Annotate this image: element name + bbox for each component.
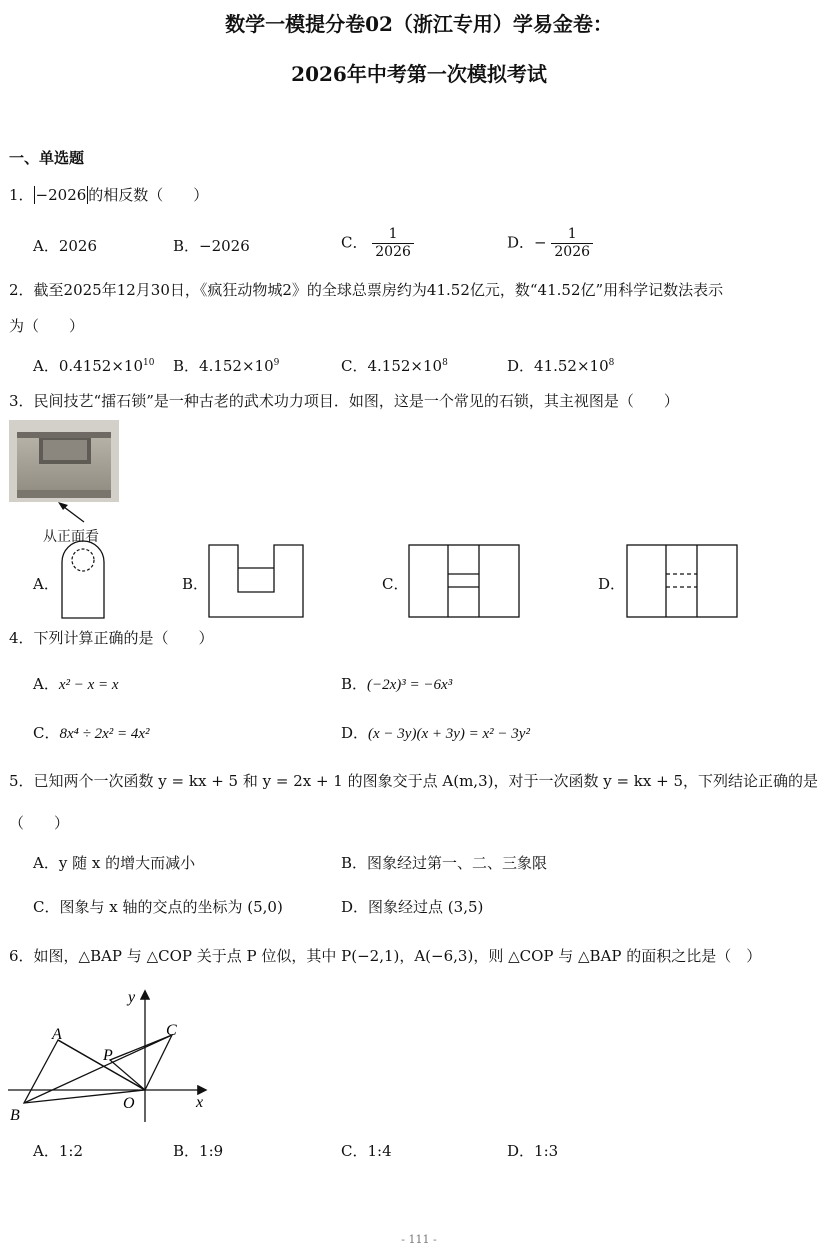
photo-caption: 从正面看 [43,529,99,545]
q2-option-c[interactable]: C．$4.152\times 10^8$ [341,357,448,375]
question-3: 3．民间技艺“擂石锁”是一种古老的武术功力项目．如图，这是一个常见的石锁，其主视图是（ ） [9,392,679,410]
q3-option-b-label[interactable]: B． [182,575,209,593]
q3-option-c-label[interactable]: C． [382,575,409,593]
q4-option-b[interactable]: B．(−2x)³ = −6x³ [341,675,453,693]
point-label-p: P [103,1047,113,1064]
q5-option-c[interactable]: C．图象与 x 轴的交点的坐标为 (5,0) [33,898,283,916]
q6-option-c[interactable]: C．1:4 [341,1142,392,1160]
q6-option-d[interactable]: D．1:3 [507,1142,559,1160]
q5-option-d[interactable]: D．图象经过点 (3,5) [341,898,484,916]
page-subtitle: 2026年中考第一次模拟考试 [291,62,547,86]
q6-option-b[interactable]: B．1:9 [173,1142,224,1160]
section-heading: 一、单选题 [9,149,85,167]
q6-option-a[interactable]: A．1:2 [33,1142,83,1160]
question-4: 4．下列计算正确的是（ ） [9,629,214,647]
q3-option-b-figure[interactable] [208,544,306,620]
fraction: $\frac{1}{2026}$ [372,226,414,261]
point-label-b: B [10,1107,20,1124]
q2-option-a[interactable]: A．$0.4152\times 10^{10}$ [33,357,155,375]
point-label-o: O [123,1095,135,1112]
q5-option-b[interactable]: B．图象经过第一、二、三象限 [341,854,548,872]
q4-option-d[interactable]: D．(x − 3y)(x + 3y) = x² − 3y² [341,724,530,742]
q4-option-a[interactable]: A．x² − x = x [33,675,119,693]
abs-value: −2026 [35,186,87,204]
q3-option-d-figure[interactable] [626,544,740,620]
q1-option-c[interactable]: C． $\frac{1}{2026}$ [341,226,414,261]
q2-option-d[interactable]: D．$41.52\times 10^8$ [507,357,615,375]
q2-option-b[interactable]: B．$4.152\times 10^9$ [173,357,280,375]
question-6: 6．如图，△BAP 与 △COP 关于点 P 位似，其中 P(−2,1)，A(−6,3)，则 △COP 与 △BAP 的面积之比是（ ） [9,947,762,965]
q3-option-a-figure[interactable] [60,540,108,620]
point-label-c: C [166,1022,177,1039]
page-number: - 111 - [401,1233,437,1246]
point-label-a: A [52,1026,62,1043]
q1-option-d[interactable]: D．− $\frac{1}{2026}$ [507,226,593,261]
q3-option-a-label[interactable]: A． [33,575,59,593]
fraction: $\frac{1}{2026}$ [551,226,593,261]
stone-lock-photo [9,420,119,502]
q1-option-b[interactable]: B．−2026 [173,237,250,255]
q6-figure [0,980,220,1130]
question-1: 1． −2026 的相反数（ ） [9,186,209,204]
question-2: 2．截至2025年12月30日，《疯狂动物城2》的全球总票房约为41.52亿元，数“41.52亿”用科学记数法表示 [9,281,724,299]
q1-option-a[interactable]: A．2026 [33,237,98,255]
page-title: 数学一模提分卷02（浙江专用）学易金卷： [225,12,613,36]
q4-option-c[interactable]: C．8x⁴ ÷ 2x² = 4x² [33,724,150,742]
q3-option-d-label[interactable]: D． [598,575,626,593]
arrow-icon [50,498,100,526]
axis-label-x: x [196,1094,204,1111]
question-5: 5．已知两个一次函数 y = kx + 5 和 y = 2x + 1 的图象交于点 A(m,3)，对于一次函数 y = kx + 5，下列结论正确的是 [9,772,819,790]
q3-option-c-figure[interactable] [408,544,522,620]
q5-option-a[interactable]: A．y 随 x 的增大而减小 [33,854,196,872]
axis-label-y: y [128,989,136,1006]
question-5-cont: （ ） [9,814,70,832]
question-2-cont: 为（ ） [9,317,85,335]
